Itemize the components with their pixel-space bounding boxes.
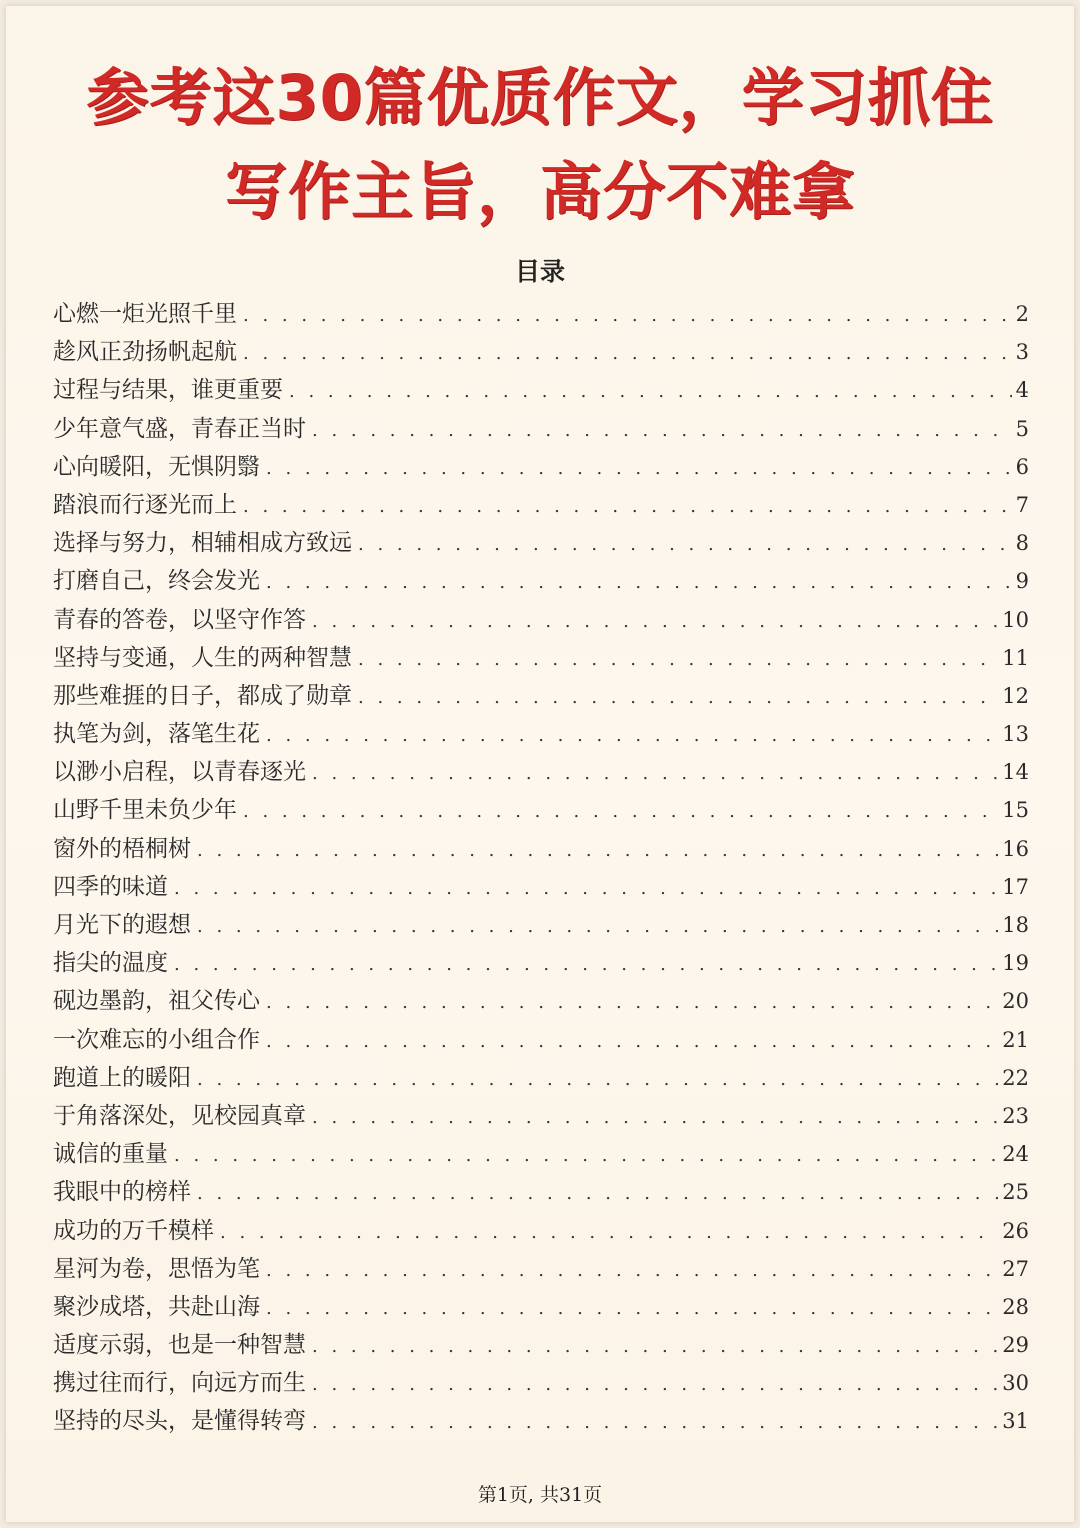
- toc-entry-title: 过程与结果，谁更重要: [53, 377, 283, 404]
- toc-entry-page-number: 24: [1002, 1142, 1029, 1167]
- toc-entry[interactable]: [53, 333, 1029, 371]
- toc-entry-title: 月光下的遐想: [53, 912, 191, 938]
- toc-entry-title: 一次难忘的小组合作: [53, 1026, 260, 1053]
- toc-dot-leader: [243, 305, 1012, 326]
- toc-entry-page-number: 15: [1002, 798, 1029, 823]
- toc-dot-leader: [358, 649, 998, 670]
- toc-dot-leader: [312, 611, 998, 632]
- toc-entry-page-number: 5: [1015, 416, 1029, 441]
- toc-entry-title: 指尖的温度: [53, 950, 168, 977]
- toc-entry-title: 心燃一炬光照千里: [53, 301, 237, 327]
- toc-entry[interactable]: [53, 410, 1029, 448]
- toc-entry-title: 我眼中的榜样: [53, 1179, 191, 1206]
- toc-dot-leader: [312, 1374, 998, 1395]
- toc-entry-title: 选择与努力，相辅相成方致远: [53, 530, 352, 557]
- toc-entry-page-number: 22: [1002, 1065, 1029, 1090]
- toc-entry[interactable]: [53, 1021, 1029, 1059]
- toc-entry-title: 砚边墨韵，祖父传心: [53, 988, 260, 1015]
- toc-entry[interactable]: [53, 639, 1029, 677]
- toc-dot-leader: [266, 1260, 998, 1281]
- toc-dot-leader: [266, 572, 1012, 593]
- toc-dot-leader: [312, 763, 998, 784]
- toc-entry-page-number: 19: [1002, 951, 1029, 976]
- toc-entry-page-number: 30: [1002, 1371, 1029, 1396]
- toc-entry[interactable]: [53, 906, 1029, 944]
- toc-dot-leader: [243, 801, 998, 822]
- toc-entry-title: 心向暖阳，无惧阴翳: [53, 453, 260, 480]
- toc-entry-page-number: 9: [1015, 569, 1029, 594]
- toc-entry-page-number: 29: [1002, 1333, 1029, 1358]
- toc-entry-title: 坚持与变通，人生的两种智慧: [53, 644, 352, 671]
- toc-dot-leader: [174, 878, 998, 899]
- toc-entry-page-number: 13: [1002, 722, 1029, 747]
- toc-entry[interactable]: [53, 1173, 1029, 1211]
- toc-entry-title: 诚信的重量: [53, 1141, 168, 1168]
- toc-entry-page-number: 7: [1015, 492, 1029, 517]
- toc-dot-leader: [243, 343, 1012, 364]
- toc-dot-leader: [266, 992, 998, 1013]
- toc-entry[interactable]: [53, 1059, 1029, 1097]
- toc-dot-leader: [174, 1145, 998, 1166]
- toc-dot-leader: [289, 381, 1012, 402]
- toc-entry[interactable]: [53, 1326, 1029, 1364]
- page-footer: 第1页, 共31页: [477, 1484, 603, 1506]
- toc-dot-leader: [220, 1222, 998, 1243]
- toc-entry[interactable]: [53, 371, 1029, 409]
- toc-entry[interactable]: [53, 486, 1029, 524]
- toc-dot-leader: [266, 1031, 998, 1052]
- page-title-line-2: 写作主旨，高分不难拿: [224, 155, 855, 228]
- toc-entry-title: 成功的万千模样: [53, 1217, 214, 1244]
- toc-entry-page-number: 28: [1002, 1294, 1029, 1319]
- toc-entry-title: 踏浪而行逐光而上: [53, 491, 237, 518]
- toc-entry-title: 那些难捱的日子，都成了勋章: [53, 682, 352, 709]
- toc-dot-leader: [312, 1107, 998, 1128]
- toc-entry-page-number: 16: [1002, 836, 1029, 861]
- table-of-contents: [53, 295, 1029, 1441]
- toc-entry-page-number: 10: [1002, 607, 1029, 632]
- toc-dot-leader: [358, 534, 1012, 555]
- toc-entry-page-number: 11: [1002, 645, 1029, 670]
- toc-entry-page-number: 26: [1002, 1218, 1029, 1243]
- toc-entry-title: 星河为卷，思悟为笔: [53, 1255, 260, 1282]
- toc-entry[interactable]: [53, 295, 1029, 333]
- toc-entry[interactable]: [53, 448, 1029, 486]
- toc-entry[interactable]: [53, 601, 1029, 639]
- toc-entry-title: 适度示弱，也是一种智慧: [53, 1332, 306, 1359]
- toc-entry[interactable]: [53, 1402, 1029, 1440]
- toc-entry-title: 青春的答卷，以坚守作答: [53, 606, 306, 633]
- toc-entry-page-number: 4: [1015, 378, 1029, 403]
- toc-entry-page-number: 27: [1002, 1256, 1029, 1281]
- toc-dot-leader: [312, 1336, 998, 1357]
- toc-dot-leader: [174, 954, 998, 975]
- toc-dot-leader: [197, 916, 998, 937]
- toc-entry-title: 执笔为剑，落笔生花: [53, 721, 260, 748]
- toc-entry-title: 打磨自己，终会发光: [53, 568, 260, 595]
- toc-dot-leader: [266, 1298, 998, 1319]
- toc-entry[interactable]: [53, 1364, 1029, 1402]
- toc-dot-leader: [312, 420, 1012, 441]
- toc-entry-page-number: 6: [1015, 454, 1029, 479]
- toc-dot-leader: [266, 725, 998, 746]
- toc-entry-title: 携过往而行，向远方而生: [53, 1370, 306, 1397]
- page-title-line-1: 参考这30篇优质作文，学习抓住: [86, 61, 994, 134]
- toc-entry-page-number: 23: [1002, 1103, 1029, 1128]
- toc-entry-page-number: 2: [1015, 302, 1029, 326]
- toc-entry-page-number: 3: [1015, 340, 1029, 365]
- toc-dot-leader: [197, 840, 998, 861]
- toc-entry[interactable]: [53, 1135, 1029, 1173]
- toc-entry-title: 窗外的梧桐树: [53, 835, 191, 862]
- toc-dot-leader: [312, 1412, 998, 1433]
- toc-dot-leader: [197, 1069, 998, 1090]
- toc-entry-title: 坚持的尽头，是懂得转弯: [53, 1408, 306, 1435]
- toc-entry-page-number: 12: [1002, 683, 1029, 708]
- toc-entry-page-number: 21: [1002, 1027, 1029, 1052]
- toc-entry-page-number: 25: [1002, 1180, 1029, 1205]
- toc-entry[interactable]: [53, 868, 1029, 906]
- toc-entry-title: 四季的味道: [53, 873, 168, 900]
- toc-entry-page-number: 20: [1002, 989, 1029, 1014]
- toc-entry[interactable]: [53, 677, 1029, 715]
- toc-entry[interactable]: [53, 715, 1029, 753]
- toc-entry[interactable]: [53, 830, 1029, 868]
- toc-entry-title: 以渺小启程，以青春逐光: [53, 759, 306, 786]
- toc-entry[interactable]: [53, 791, 1029, 829]
- toc-dot-leader: [358, 687, 998, 708]
- toc-entry-page-number: 18: [1002, 913, 1029, 937]
- toc-entry[interactable]: [53, 944, 1029, 982]
- toc-dot-leader: [266, 458, 1012, 479]
- toc-entry-page-number: 14: [1002, 760, 1029, 785]
- toc-entry[interactable]: [53, 1288, 1029, 1326]
- toc-entry[interactable]: [53, 753, 1029, 791]
- toc-heading: 目录: [514, 257, 565, 286]
- toc-dot-leader: [197, 1183, 998, 1204]
- toc-entry[interactable]: [53, 1097, 1029, 1135]
- toc-entry-page-number: 31: [1002, 1409, 1029, 1434]
- toc-entry-title: 聚沙成塔，共赴山海: [53, 1293, 260, 1320]
- toc-entry[interactable]: [53, 1212, 1029, 1250]
- toc-entry[interactable]: [53, 524, 1029, 562]
- toc-entry[interactable]: [53, 1250, 1029, 1288]
- toc-entry-title: 山野千里未负少年: [53, 797, 237, 824]
- toc-entry-title: 跑道上的暖阳: [53, 1064, 191, 1091]
- toc-entry-title: 趁风正劲扬帆起航: [53, 339, 237, 366]
- toc-entry[interactable]: [53, 562, 1029, 600]
- toc-entry-page-number: 17: [1002, 874, 1029, 899]
- toc-entry[interactable]: [53, 982, 1029, 1020]
- toc-entry-title: 少年意气盛，青春正当时: [53, 415, 306, 442]
- toc-entry-title: 于角落深处，见校园真章: [53, 1102, 306, 1129]
- toc-dot-leader: [243, 496, 1012, 517]
- toc-entry-page-number: 8: [1015, 531, 1029, 556]
